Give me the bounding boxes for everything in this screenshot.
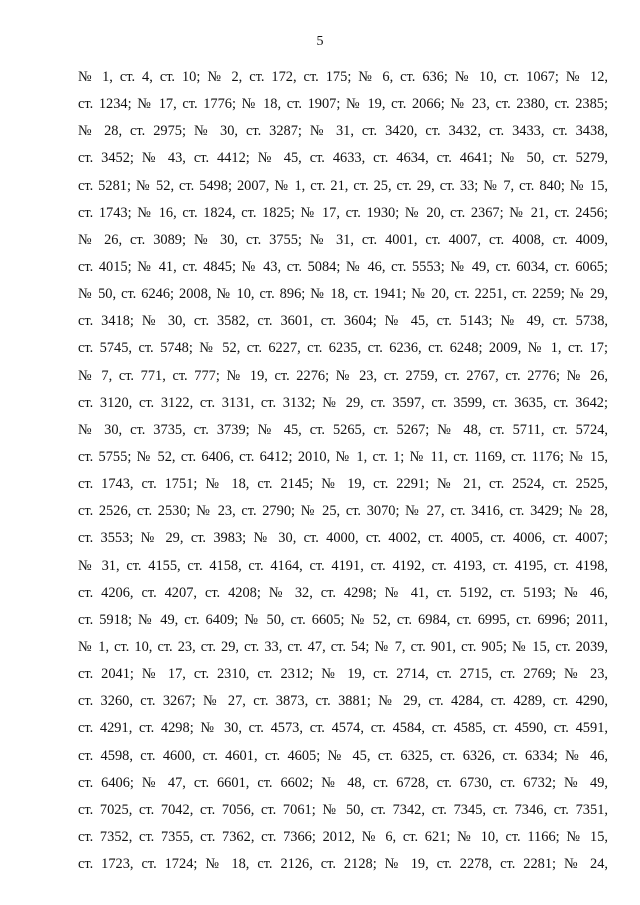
text-line: № 26, ст. 3089; № 30, ст. 3755; № 31, ст. 4001, ст. 4007, ст. 4008, ст. 4009, [78,231,608,248]
text-line: ст. 3452; № 43, ст. 4412; № 45, ст. 4633, ст. 4634, ст. 4641; № 50, ст. 5279, [78,150,608,167]
text-line: ст. 3120, ст. 3122, ст. 3131, ст. 3132; № 29, ст. 3597, ст. 3599, ст. 3635, ст. 3642; [78,394,608,411]
text-line: ст. 4015; № 41, ст. 4845; № 43, ст. 5084; № 46, ст. 5553; № 49, ст. 6034, ст. 6065; [78,258,608,275]
text-line: ст. 7352, ст. 7355, ст. 7362, ст. 7366; 2012, № 6, ст. 621; № 10, ст. 1166; № 15, [78,828,608,845]
text-line: ст. 5281; № 52, ст. 5498; 2007, № 1, ст. 21, ст. 25, ст. 29, ст. 33; № 7, ст. 840; № 15, [78,177,608,194]
text-line: ст. 2526, ст. 2530; № 23, ст. 2790; № 25, ст. 3070; № 27, ст. 3416, ст. 3429; № 28, [78,503,608,520]
text-line: ст. 1723, ст. 1724; № 18, ст. 2126, ст. 2128; № 19, ст. 2278, ст. 2281; № 24, [78,856,608,873]
text-line: ст. 6406; № 47, ст. 6601, ст. 6602; № 48, ст. 6728, ст. 6730, ст. 6732; № 49, [78,774,608,791]
text-line: ст. 1743, ст. 1751; № 18, ст. 2145; № 19, ст. 2291; № 21, ст. 2524, ст. 2525, [78,476,608,493]
text-line: ст. 5755; № 52, ст. 6406, ст. 6412; 2010, № 1, ст. 1; № 11, ст. 1169, ст. 1176; № 15, [78,448,608,465]
text-line: ст. 5918; № 49, ст. 6409; № 50, ст. 6605; № 52, ст. 6984, ст. 6995, ст. 6996; 2011, [78,611,608,628]
text-line: ст. 1234; № 17, ст. 1776; № 18, ст. 1907; № 19, ст. 2066; № 23, ст. 2380, ст. 2385; [78,96,608,113]
text-line: № 28, ст. 2975; № 30, ст. 3287; № 31, ст. 3420, ст. 3432, ст. 3433, ст. 3438, [78,123,608,140]
page-number: 5 [316,34,324,49]
text-line: ст. 4206, ст. 4207, ст. 4208; № 32, ст. 4298; № 41, ст. 5192, ст. 5193; № 46, [78,584,608,601]
text-line: ст. 4598, ст. 4600, ст. 4601, ст. 4605; № 45, ст. 6325, ст. 6326, ст. 6334; № 46, [78,747,608,764]
text-line: ст. 2041; № 17, ст. 2310, ст. 2312; № 19, ст. 2714, ст. 2715, ст. 2769; № 23, [78,666,608,683]
text-line: № 30, ст. 3735, ст. 3739; № 45, ст. 5265, ст. 5267; № 48, ст. 5711, ст. 5724, [78,421,608,438]
text-line: ст. 3418; № 30, ст. 3582, ст. 3601, ст. 3604; № 45, ст. 5143; № 49, ст. 5738, [78,313,608,330]
text-line: № 31, ст. 4155, ст. 4158, ст. 4164, ст. 4191, ст. 4192, ст. 4193, ст. 4195, ст. 4198, [78,557,608,574]
body-text [78,64,608,878]
text-line: ст. 4291, ст. 4298; № 30, ст. 4573, ст. 4574, ст. 4584, ст. 4585, ст. 4590, ст. 4591, [78,720,608,737]
text-line: ст. 5745, ст. 5748; № 52, ст. 6227, ст. 6235, ст. 6236, ст. 6248; 2009, № 1, ст. 17; [78,340,608,357]
text-line: ст. 3260, ст. 3267; № 27, ст. 3873, ст. 3881; № 29, ст. 4284, ст. 4289, ст. 4290, [78,693,608,710]
text-line: № 1, ст. 4, ст. 10; № 2, ст. 172, ст. 175; № 6, ст. 636; № 10, ст. 1067; № 12, [78,69,608,85]
text-line: ст. 7025, ст. 7042, ст. 7056, ст. 7061; № 50, ст. 7342, ст. 7345, ст. 7346, ст. 7351, [78,801,608,818]
text-line: № 7, ст. 771, ст. 777; № 19, ст. 2276; № 23, ст. 2759, ст. 2767, ст. 2776; № 26, [78,367,608,384]
text-line: № 1, ст. 10, ст. 23, ст. 29, ст. 33, ст. 47, ст. 54; № 7, ст. 901, ст. 905; № 15, ст. 2039, [78,638,608,655]
text-line: № 50, ст. 6246; 2008, № 10, ст. 896; № 18, ст. 1941; № 20, ст. 2251, ст. 2259; № 29, [78,286,608,303]
text-line: ст. 1743; № 16, ст. 1824, ст. 1825; № 17, ст. 1930; № 20, ст. 2367; № 21, ст. 2456; [78,204,608,221]
text-line: ст. 3553; № 29, ст. 3983; № 30, ст. 4000, ст. 4002, ст. 4005, ст. 4006, ст. 4007; [78,530,608,547]
